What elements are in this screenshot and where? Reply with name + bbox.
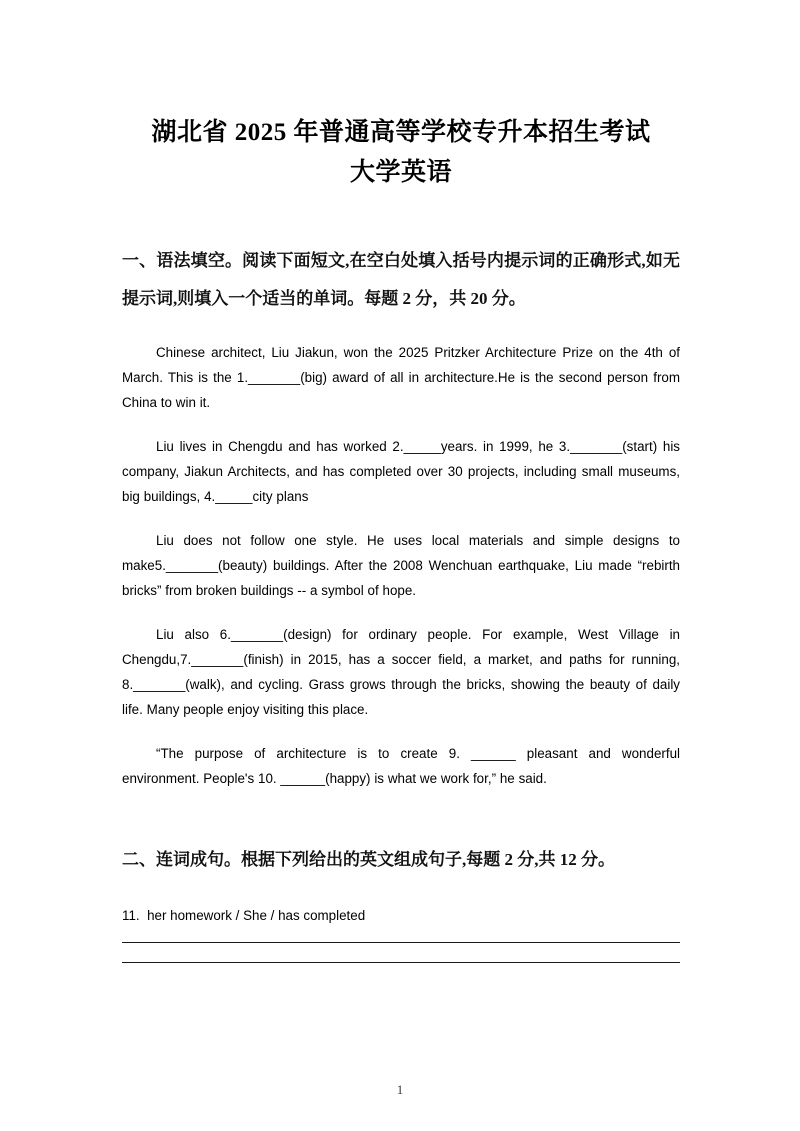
question-number-11: 11.	[122, 908, 140, 923]
question-text-11: her homework / She / has completed	[147, 908, 366, 923]
passage-paragraph-3: Liu does not follow one style. He uses local materials and simple designs to make5._______(beauty) buildings. After the 2008 Wenchuan earthquake, Liu made “rebirth bricks” from broken buildings -- a symbol of hope.	[122, 533, 680, 598]
passage-paragraph-4: Liu also 6._______(design) for ordinary people. For example, West Village in Chengdu,7._______(finish) in 2015, has a soccer field, a market, and paths for running, 8._______(walk), and cycling. Grass grows through the bricks, showing the beauty of daily life. Many people enjoy visiting this place.	[122, 627, 680, 717]
reading-passage	[122, 340, 680, 791]
question-item-11	[122, 905, 680, 927]
answer-line-1[interactable]	[122, 942, 680, 943]
section-heading-grammar-fill: 一、语法填空。阅读下面短文,在空白处填入括号内提示词的正确形式,如无提示词,则填入一个适当的单词。每题 2 分，共 20 分。	[122, 251, 680, 308]
passage-paragraph-1: Chinese architect, Liu Jiakun, won the 2025 Pritzker Architecture Prize on the 4th of March. This is the 1._______(big) award of all in architecture.He is the second person from China to win it.	[122, 345, 680, 410]
page-title-line-2: 大学英语	[349, 159, 452, 186]
page-title-line-1: 湖北省 2025 年普通高等学校专升本招生考试	[151, 119, 651, 146]
passage-paragraph-5: “The purpose of architecture is to create 9. ______ pleasant and wonderful environment. People's 10. ______(happy) is what we work for,” he said.	[122, 746, 680, 786]
passage-paragraph-2: Liu lives in Chengdu and has worked 2._____years. in 1999, he 3._______(start) his company, Jiakun Architects, and has completed over 30 projects, including small museums, big buildings, 4._____city plans	[122, 439, 680, 504]
page-number: 1	[396, 1082, 404, 1097]
answer-lines-group	[122, 942, 680, 963]
section-heading-sentence-building: 二、连词成句。根据下列给出的英文组成句子,每题 2 分,共 12 分。	[122, 850, 615, 869]
page-content	[122, 0, 680, 982]
answer-line-2[interactable]	[122, 962, 680, 963]
